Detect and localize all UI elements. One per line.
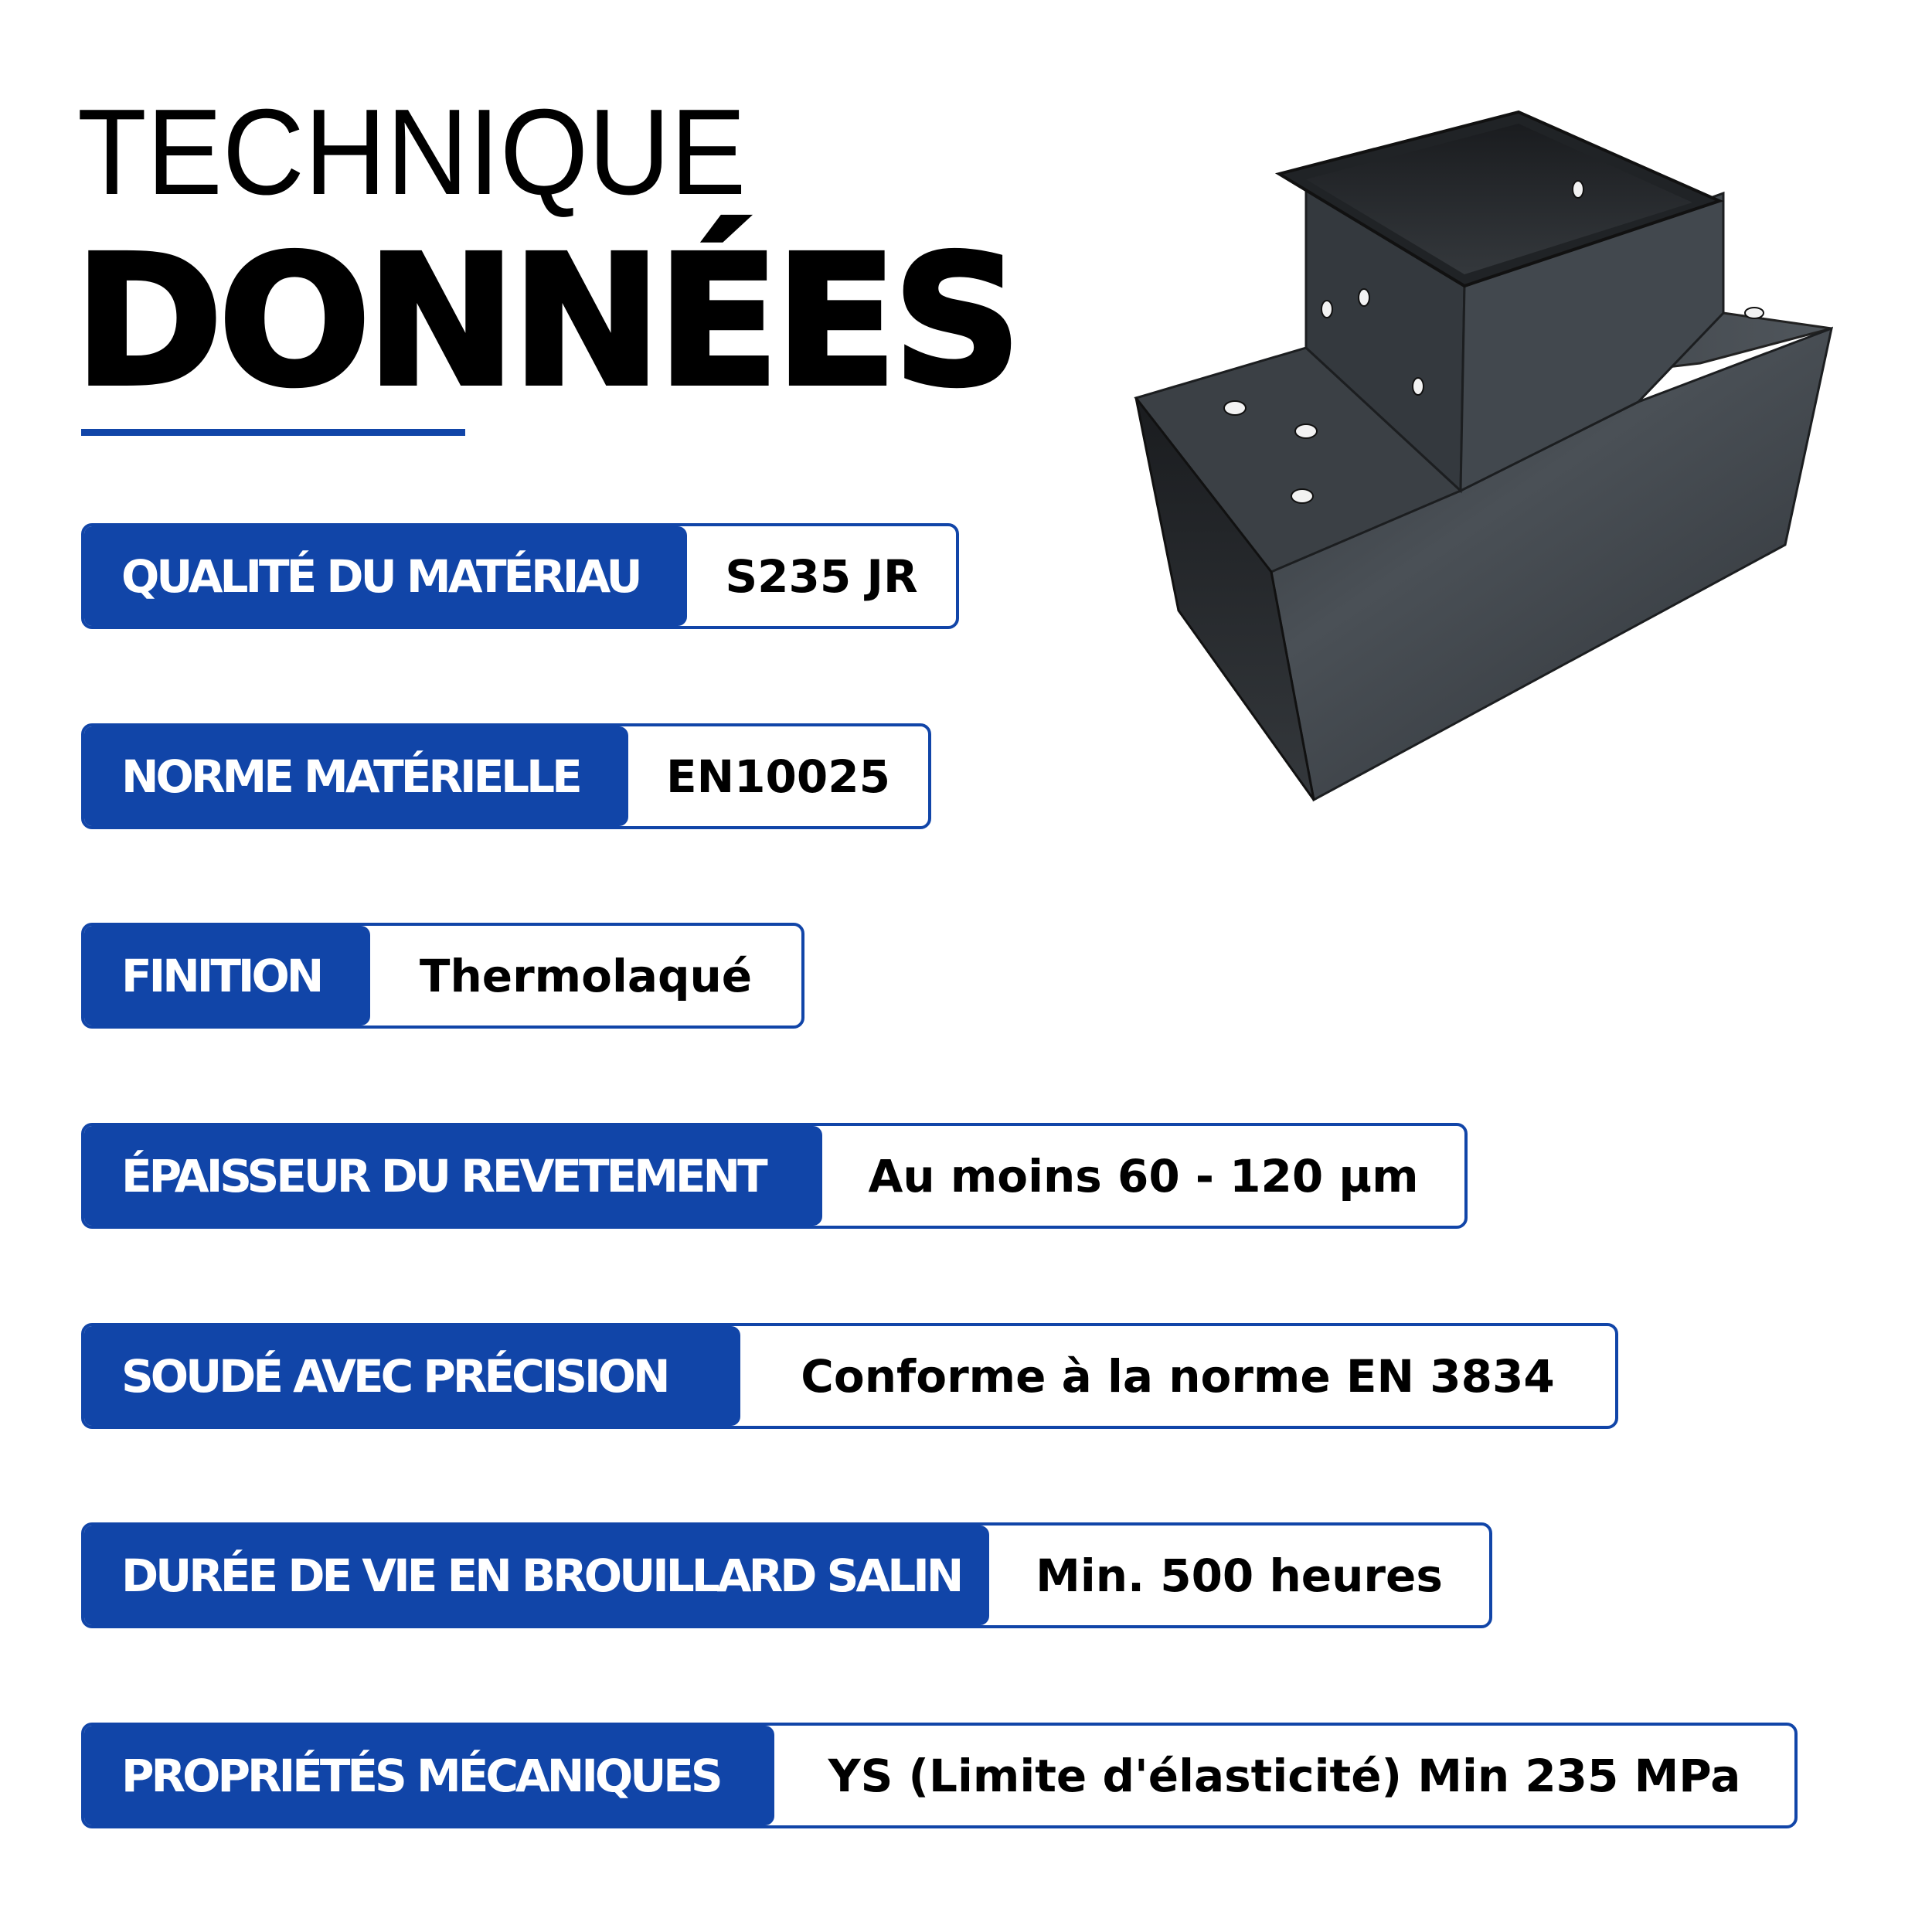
spec-label: SOUDÉ AVEC PRÉCISION [84,1326,740,1426]
spec-row-finish [81,923,804,1029]
spec-label: ÉPAISSEUR DU REVETEMENT [84,1126,822,1226]
spec-row-material-standard [81,723,931,829]
spec-value: EN10025 [666,750,890,803]
title-technique: TECHNIQUE [77,84,747,220]
spec-label: QUALITÉ DU MATÉRIAU [84,526,687,626]
spec-value: Conforme à la norme EN 3834 [801,1349,1555,1403]
spec-row-precision-welded [81,1323,1618,1429]
spec-label: NORME MATÉRIELLE [84,726,628,826]
spec-label: PROPRIÉTÉS MÉCANIQUES [84,1726,774,1825]
spec-value: YS (Limite d'élasticité) Min 235 MPa [828,1749,1741,1802]
spec-label: DURÉE DE VIE EN BROUILLARD SALIN [84,1526,989,1625]
spec-label: FINITION [84,926,370,1026]
spec-value: Au moins 60 - 120 µm [868,1149,1419,1202]
spec-row-mechanical-properties [81,1723,1798,1828]
spec-row-salt-spray-life [81,1522,1492,1628]
spec-value: S235 JR [725,549,918,603]
t-shaped-metal-post-bracket-icon [1113,100,1855,811]
title-donnees: DONNÉES [74,217,1018,426]
spec-value: Min. 500 heures [1036,1549,1443,1602]
spec-row-material-quality [81,523,959,629]
title-underline [81,429,465,436]
spec-row-coating-thickness [81,1123,1468,1229]
spec-value: Thermolaqué [419,949,753,1002]
